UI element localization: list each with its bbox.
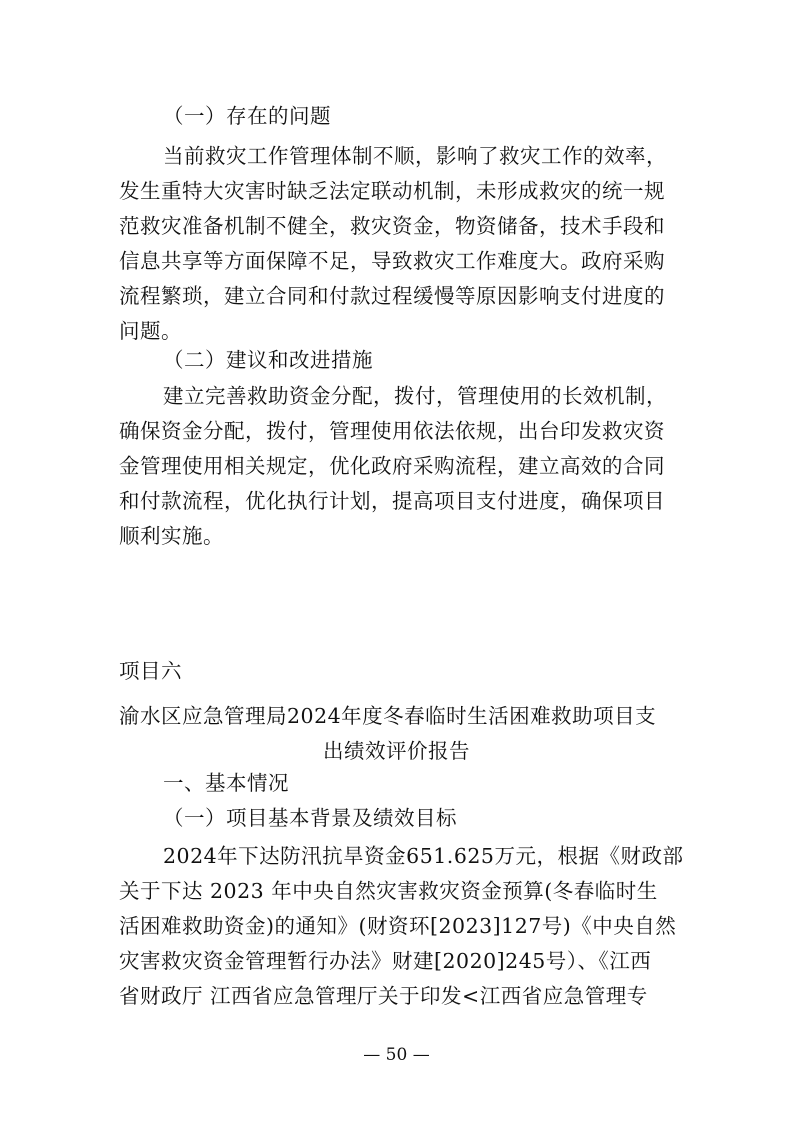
paragraph-line: 活困难救助资金)的通知》(财资环[2023]127号)《中央自然	[119, 914, 677, 938]
paragraph-line: 和付款流程，优化执行计划，提高项目支付进度，确保项目	[119, 489, 665, 513]
paragraph-line: 关于下达 2023 年中央自然灾害救灾资金预算(冬春临时生	[119, 879, 658, 903]
paragraph-line: 顺利实施。	[119, 524, 224, 548]
paragraph-line: 范救灾准备机制不健全，救灾资金，物资储备，技术手段和	[119, 214, 665, 238]
section-heading-background: （一）项目基本背景及绩效目标	[163, 806, 457, 830]
paragraph-line: 建立完善救助资金分配，拨付，管理使用的长效机制，	[163, 384, 667, 408]
paragraph-line: 发生重特大灾害时缺乏法定联动机制，未形成救灾的统一规	[119, 179, 665, 203]
section-heading-suggestions: （二）建议和改进措施	[163, 348, 373, 372]
paragraph-line: 信息共享等方面保障不足，导致救灾工作难度大。政府采购	[119, 249, 665, 273]
paragraph-line: 流程繁琐，建立合同和付款过程缓慢等原因影响支付进度的	[119, 284, 665, 308]
paragraph-line: 省财政厅 江西省应急管理厅关于印发<江西省应急管理专	[119, 984, 648, 1008]
page-number: — 50 —	[363, 1045, 430, 1065]
paragraph-line: 灾害救灾资金管理暂行办法》财建[2020]245号）、《江西	[119, 949, 652, 973]
section-heading-problems: （一）存在的问题	[163, 104, 331, 128]
paragraph-line: 确保资金分配，拨付，管理使用依法依规，出台印发救灾资	[119, 419, 665, 443]
paragraph-line: 当前救灾工作管理体制不顺，影响了救灾工作的效率，	[163, 144, 667, 168]
project-label: 项目六	[119, 659, 182, 683]
paragraph-line: 问题。	[119, 319, 182, 343]
report-title-line2: 出绩效评价报告	[323, 739, 470, 763]
paragraph-line: 金管理使用相关规定，优化政府采购流程，建立高效的合同	[119, 454, 665, 478]
section-heading-basic: 一、基本情况	[163, 771, 289, 795]
paragraph-line: 2024年下达防汛抗旱资金651.625万元，根据《财政部	[163, 844, 684, 868]
report-title-line1: 渝水区应急管理局2024年度冬春临时生活困难救助项目支	[119, 704, 657, 728]
